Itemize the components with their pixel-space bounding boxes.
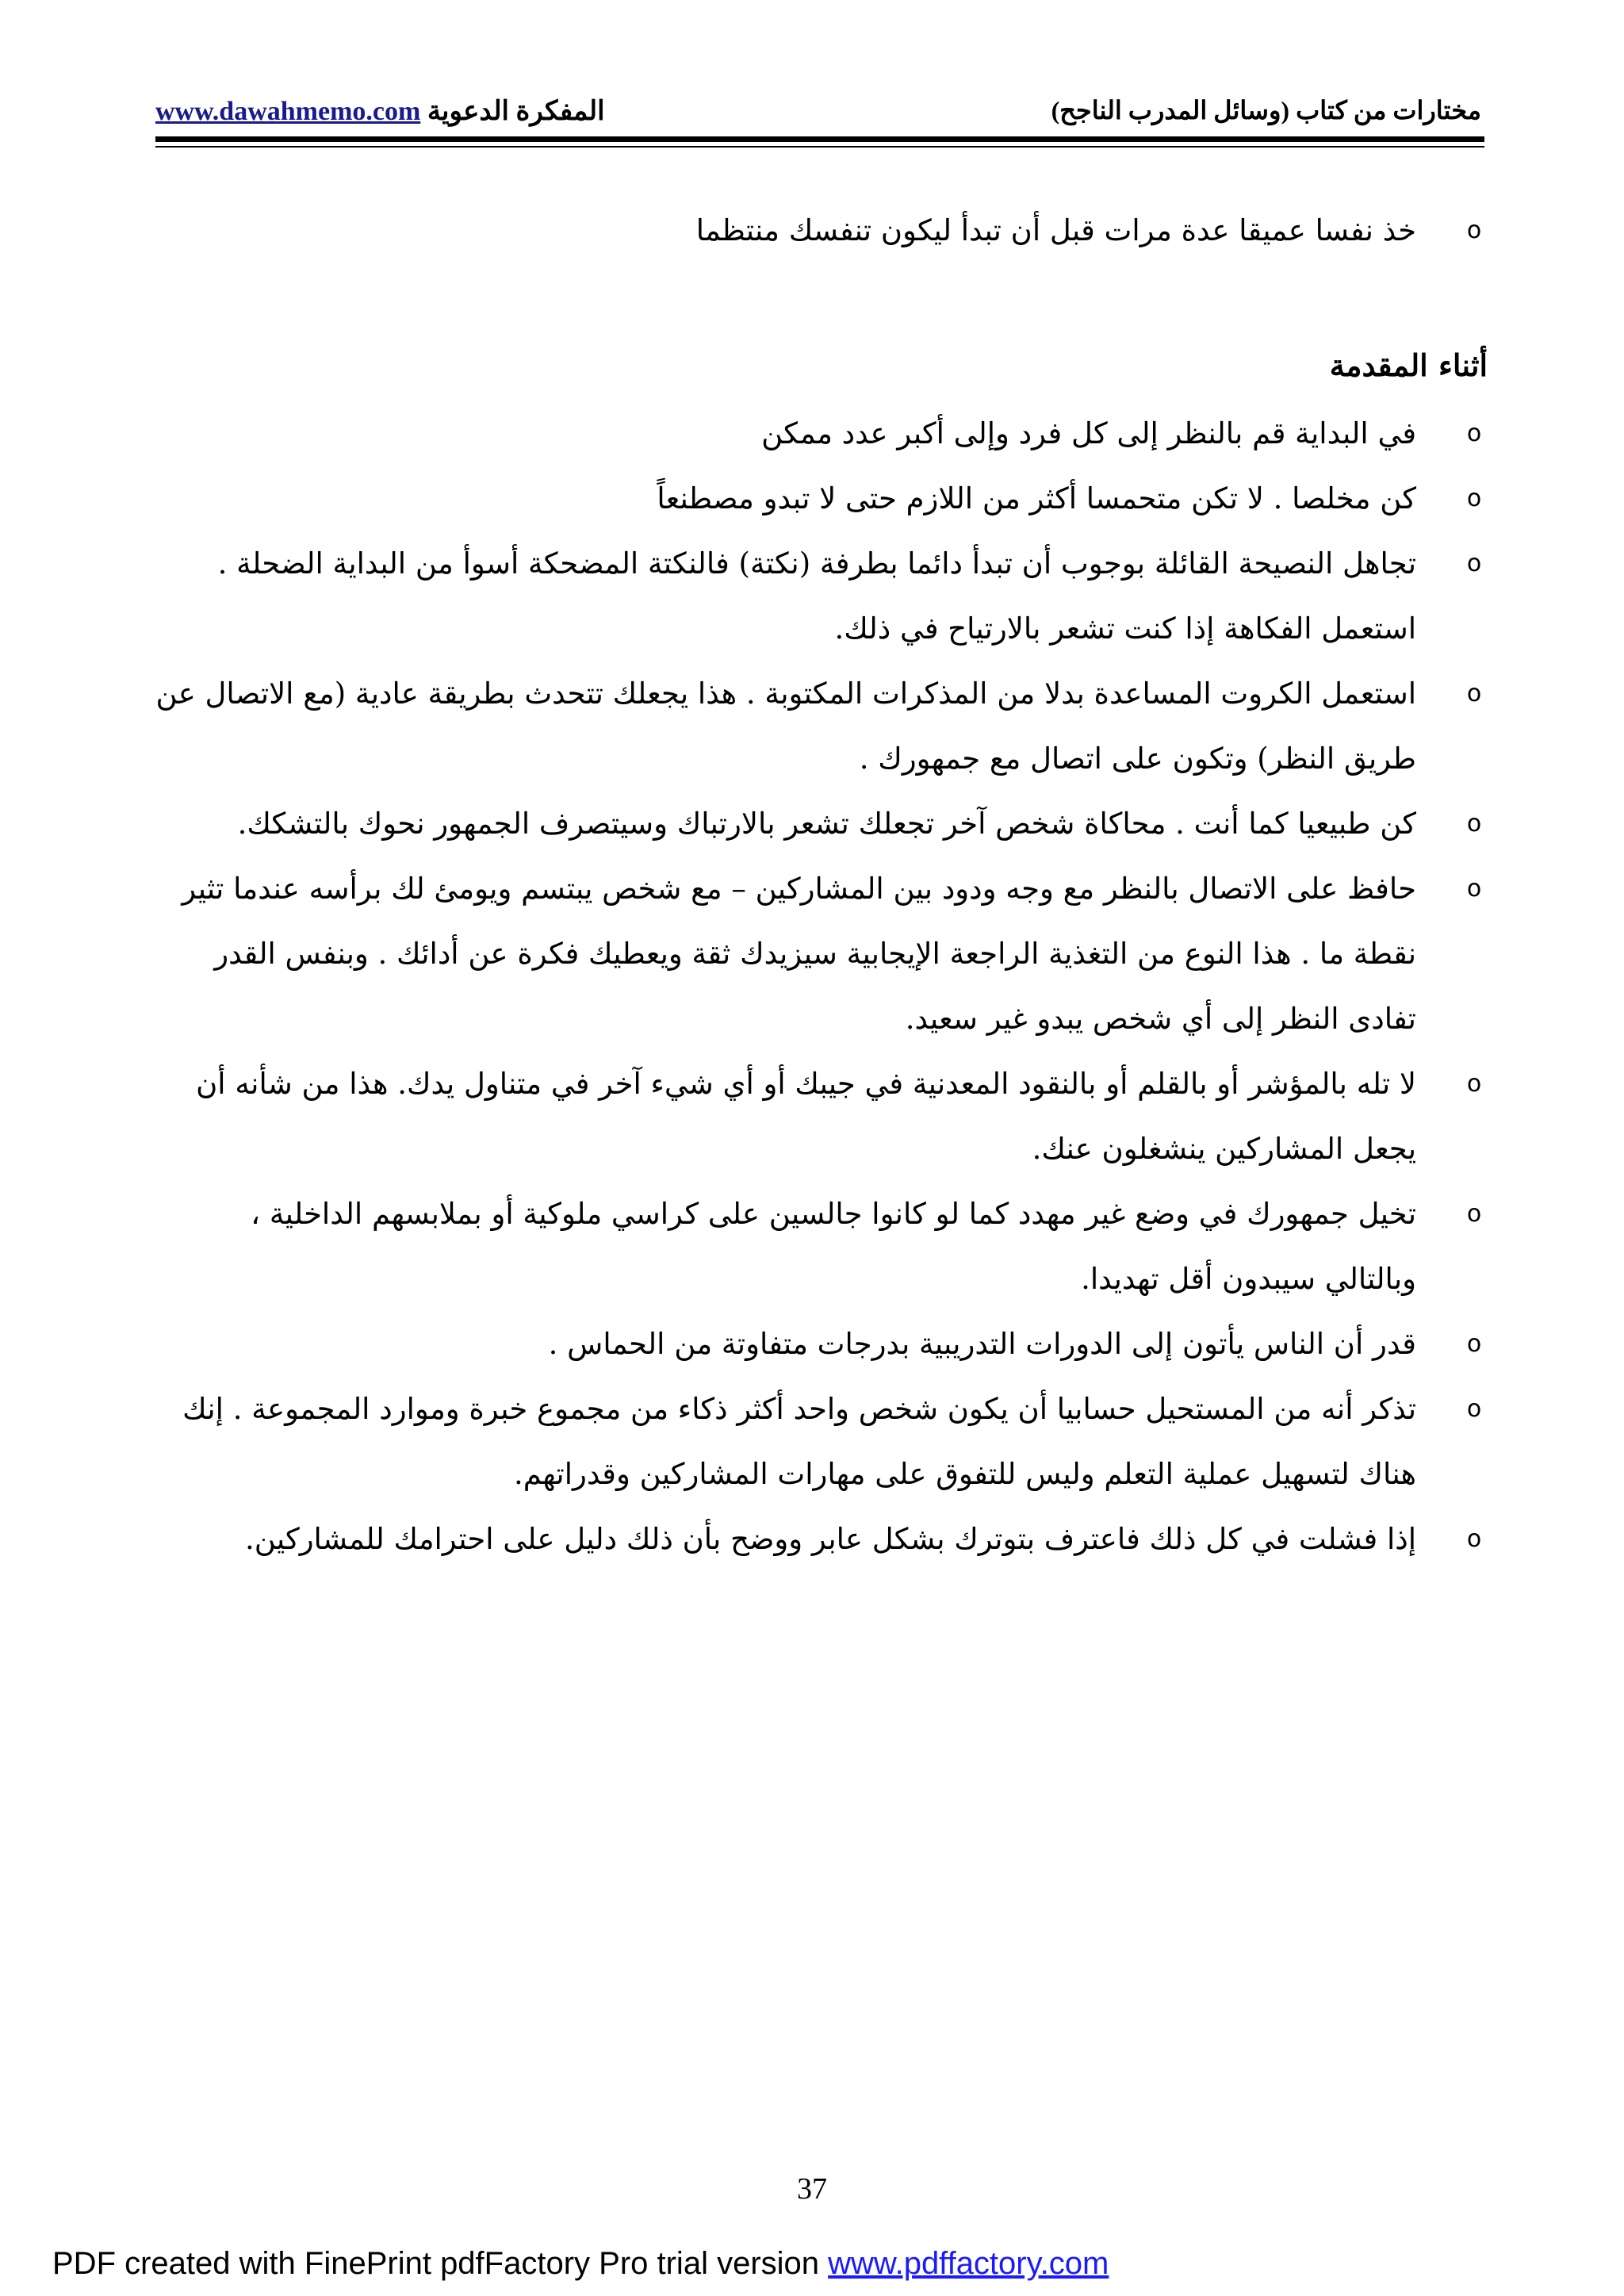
list-item-text: تجاهل النصيحة القائلة بوجوب أن تبدأ دائما بطرفة (نكتة) فالنكتة المضحكة أسوأ من البداية الضحلة . استعمل الفكاهة إذا كنت تشعر بالارتياح في ذلك. bbox=[217, 546, 1416, 646]
bullet-circle-icon: o bbox=[1466, 1200, 1482, 1228]
list-item bbox=[155, 1507, 1488, 1572]
list-item-text: لا تله بالمؤشر أو بالقلم أو بالنقود المعدنية في جيبك أو أي شيء آخر في متناول يدك. هذا من شأنه أن يجعل المشاركين ينشغلون عنك. bbox=[196, 1067, 1416, 1166]
list-item bbox=[155, 466, 1488, 531]
bullet-circle-icon: o bbox=[1466, 875, 1482, 903]
header-site-name: المفكرة الدعوية bbox=[427, 97, 605, 126]
list-item bbox=[155, 531, 1488, 661]
header-site bbox=[155, 95, 605, 127]
list-item-text: تخيل جمهورك في وضع غير مهدد كما لو كانوا جالسين على كراسي ملوكية أو بملابسهم الداخلية ، وبالتالي سيبدون أقل تهديدا. bbox=[251, 1197, 1416, 1296]
bullet-circle-icon: o bbox=[1466, 1330, 1482, 1358]
header-rule-thin bbox=[155, 146, 1484, 148]
bullet-circle-icon: o bbox=[1466, 217, 1482, 244]
page-content bbox=[155, 198, 1488, 1572]
footer-link[interactable]: www.pdffactory.com bbox=[828, 2246, 1109, 2281]
pdf-footer bbox=[52, 2246, 1109, 2282]
section-heading: أثناء المقدمة bbox=[1329, 347, 1488, 383]
list-item-text: كن طبيعيا كما أنت . محاكاة شخص آخر تجعلك تشعر بالارتباك وسيتصرف الجمهور نحوك بالتشكك. bbox=[237, 807, 1416, 841]
list-item bbox=[155, 857, 1488, 1052]
list-item bbox=[155, 792, 1488, 857]
list-item bbox=[155, 1052, 1488, 1182]
list-item bbox=[155, 1182, 1488, 1312]
bullet-circle-icon: o bbox=[1466, 1070, 1482, 1098]
list-item-text: قدر أن الناس يأتون إلى الدورات التدريبية بدرجات متفاوتة من الحماس . bbox=[548, 1327, 1416, 1361]
list-item bbox=[155, 1377, 1488, 1507]
bullet-circle-icon: o bbox=[1466, 810, 1482, 838]
bullet-circle-icon: o bbox=[1466, 485, 1482, 512]
header-rule-thick bbox=[155, 136, 1484, 142]
list-item bbox=[155, 661, 1488, 792]
list-item-text: تذكر أنه من المستحيل حسابيا أن يكون شخص واحد أكثر ذكاء من مجموع خبرة وموارد المجموعة . إنك هناك لتسهيل عملية التعلم وليس للتفوق على مهارات المشاركين وقدراتهم. bbox=[182, 1392, 1416, 1491]
bullet-circle-icon: o bbox=[1466, 550, 1482, 577]
page-number: 37 bbox=[797, 2172, 827, 2206]
list-item bbox=[155, 198, 1488, 263]
intro-list bbox=[155, 198, 1488, 263]
list-item-text: استعمل الكروت المساعدة بدلا من المذكرات المكتوبة . هذا يجعلك تتحدث بطريقة عادية (مع الاتصال عن طريق النظر) وتكون على اتصال مع جمهورك . bbox=[155, 677, 1416, 776]
list-item-text: في البداية قم بالنظر إلى كل فرد وإلى أكبر عدد ممكن bbox=[761, 416, 1416, 450]
list-item bbox=[155, 401, 1488, 466]
list-item bbox=[155, 1312, 1488, 1377]
section-list bbox=[155, 401, 1488, 1572]
bullet-circle-icon: o bbox=[1466, 680, 1482, 707]
bullet-circle-icon: o bbox=[1466, 1525, 1482, 1553]
bullet-circle-icon: o bbox=[1466, 420, 1482, 447]
page-header bbox=[155, 89, 1481, 136]
list-item-text: كن مخلصا . لا تكن متحمسا أكثر من اللازم حتى لا تبدو مصطنعاً bbox=[657, 481, 1416, 516]
list-item-text: حافظ على الاتصال بالنظر مع وجه ودود بين المشاركين – مع شخص يبتسم ويومئ لك برأسه عندما تثير نقطة ما . هذا النوع من التغذية الراجعة الإيجابية سيزيدك ثقة ويعطيك فكرة عن أدائك . وبنفس القدر تفادى النظر إلى أي شخص يبدو غير سعيد. bbox=[182, 872, 1416, 1036]
header-site-url[interactable]: www.dawahmemo.com bbox=[155, 97, 421, 126]
list-item-text: إذا فشلت في كل ذلك فاعترف بتوترك بشكل عابر ووضح بأن ذلك دليل على احترامك للمشاركين. bbox=[244, 1522, 1416, 1556]
list-item-text: خذ نفسا عميقا عدة مرات قبل أن تبدأ ليكون تنفسك منتظما bbox=[695, 213, 1416, 247]
bullet-circle-icon: o bbox=[1466, 1395, 1482, 1423]
footer-text: PDF created with FinePrint pdfFactory Pro trial version bbox=[52, 2246, 829, 2281]
header-book-title: مختارات من كتاب (وسائل المدرب الناجح) bbox=[1051, 96, 1481, 125]
